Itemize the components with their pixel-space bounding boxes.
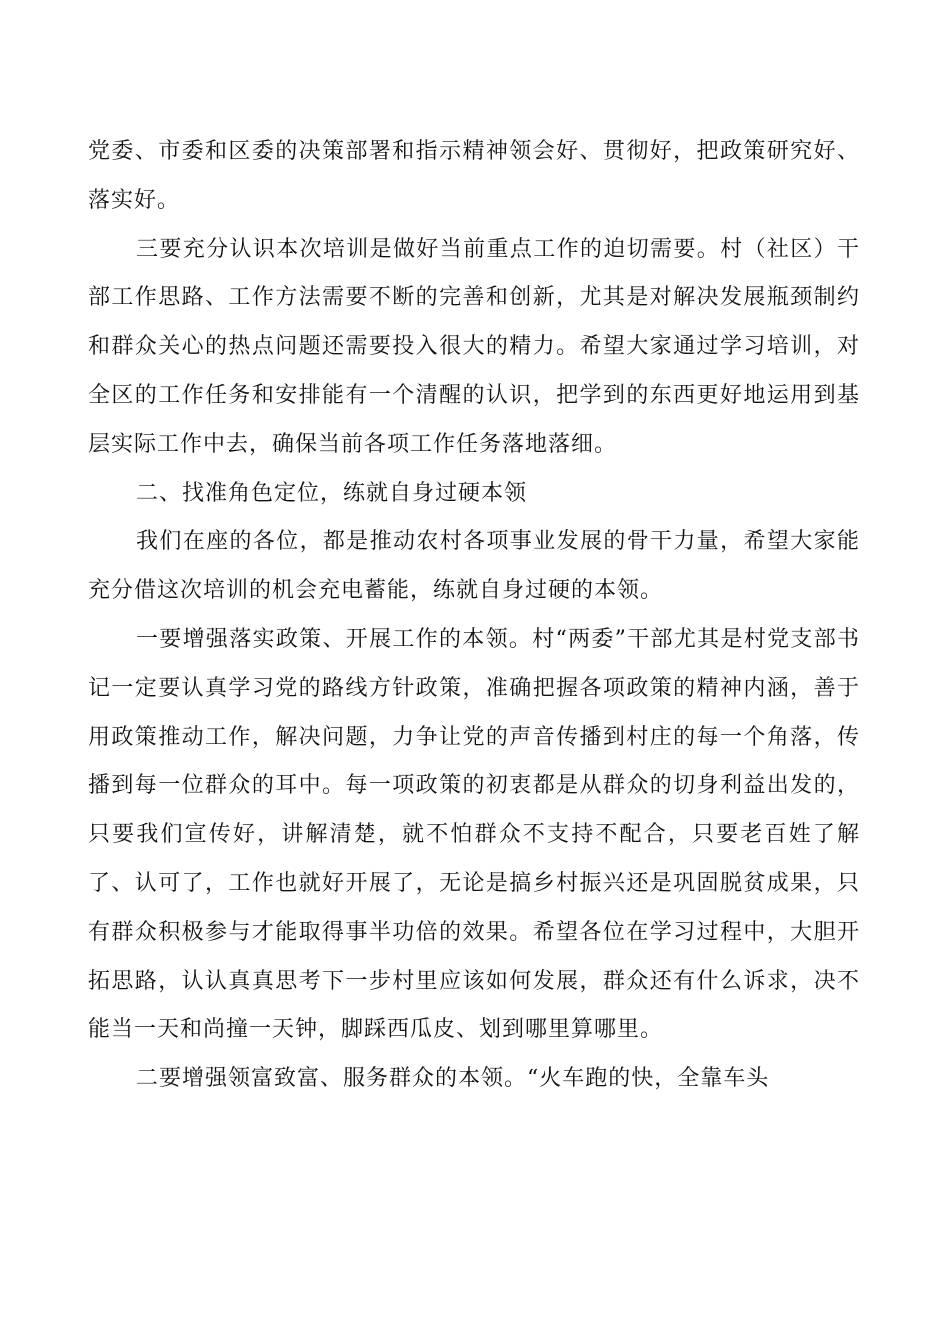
paragraph-first-skill: 一要增强落实政策、开展工作的本领。村“两委”干部尤其是村党支部书记一定要认真学习党的路线方针政策，准确把握各项政策的精神内涵，善于用政策推动工作，解决问题，力争让党的声音传播到村庄的每一个角落，传播到每一位群众的耳中。每一项政策的初衷都是从群众的切身利益出发的，只要我们宣传好，讲解清楚，就不怕群众不支持不配合，只要老百姓了解了、认可了，工作也就好开展了，无论是搞乡村振兴还是巩固脱贫成果，只有群众积极参与才能取得事半功倍的效果。希望各位在学习过程中，大胆开拓思路，认认真真思考下一步村里应该如何发展，群众还有什么诉求，决不能当一天和尚撞一天钟，脚踩西瓜皮、划到哪里算哪里。 xyxy=(88,626,860,1043)
paragraph-continuation: 党委、市委和区委的决策部署和指示精神领会好、贯彻好，把政策研究好、落实好。 xyxy=(88,139,860,213)
paragraph-intro: 我们在座的各位，都是推动农村各项事业发展的骨干力量，希望大家能充分借这次培训的机会充电蓄能，练就自身过硬的本领。 xyxy=(88,529,860,604)
section-heading: 二、找准角色定位，练就自身过硬本领 xyxy=(136,480,528,506)
document-body xyxy=(88,128,860,1104)
paragraph-third-point: 三要充分认识本次培训是做好当前重点工作的迫切需要。村（社区）干部工作思路、工作方法需要不断的完善和创新，尤其是对解决发展瓶颈制约和群众关心的热点问题还需要投入很大的精力。希望大家通过学习培训，对全区的工作任务和安排能有一个清醒的认识，把学到的东西更好地运用到基层实际工作中去，确保当前各项工作任务落地落细。 xyxy=(88,236,860,457)
paragraph-second-skill: 二要增强领富致富、服务群众的本领。“火车跑的快，全靠车头 xyxy=(136,1066,770,1092)
